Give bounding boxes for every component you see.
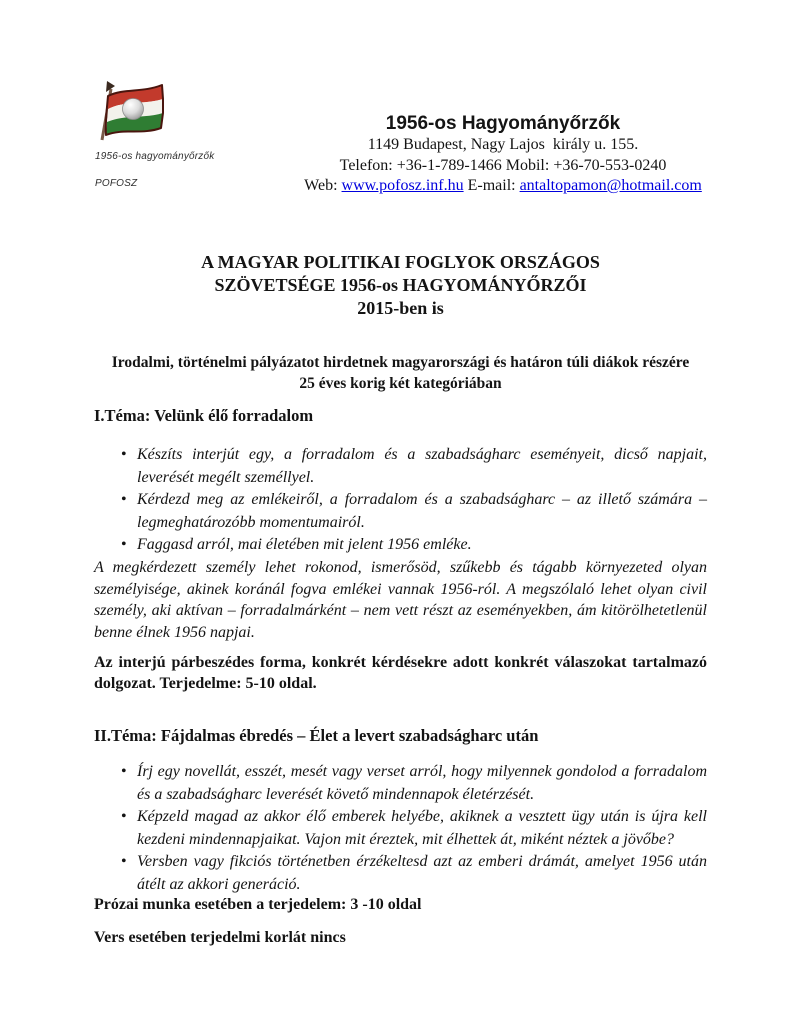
title-line-1: A MAGYAR POLITIKAI FOGLYOK ORSZÁGOS	[201, 252, 600, 272]
section-1-note: Az interjú párbeszédes forma, konkrét kérdésekre adott konkrét válaszokat tartalmazó dolgozat. Terjedelme: 5-10 oldal.	[94, 654, 707, 692]
list-item: • Képzeld magad az akkor élő emberek helyébe, akiknek a vesztett ügy után is újra kell kezdeni mindennapjaikat. Vajon mit éreztek, mit élhettek át, miként néztek a jövőbe?	[94, 806, 707, 851]
website-link[interactable]: www.pofosz.inf.hu	[341, 177, 464, 194]
section-2-bullet-list	[94, 761, 707, 896]
title-line-3: 2015-ben is	[357, 298, 444, 318]
hungarian-flag-icon	[94, 76, 170, 152]
list-item: • Faggasd arról, mai életében mit jelent 1956 emléke.	[94, 534, 707, 557]
title-line-2: SZÖVETSÉGE 1956-os HAGYOMÁNYŐRZŐI	[214, 275, 587, 295]
document-title	[94, 251, 707, 320]
logo-caption: 1956-os hagyományőrzők	[95, 151, 215, 162]
web-email-line	[298, 176, 708, 197]
list-item: • Versben vagy fikciós történetben érzékeltesd azt az emberi drámát, amelyet 1956 után átélt az akkori generáció.	[94, 851, 707, 896]
prose-length-note: Prózai munka esetében a terjedelem: 3 -10 oldal	[94, 896, 422, 913]
organization-name: 1956-os Hagyományőrzők	[385, 113, 621, 134]
list-item: • Írj egy novellát, esszét, mesét vagy verset arról, hogy milyennek gondolod a forradalom és a szabadságharc leverését követő mindennapok életérzését.	[94, 761, 707, 806]
document-subtitle	[94, 352, 707, 394]
email-label: E-mail:	[463, 177, 520, 194]
section-1-heading: I.Téma: Velünk élő forradalom	[94, 406, 314, 425]
verse-length-note: Vers esetében terjedelmi korlát nincs	[94, 929, 346, 946]
web-label: Web:	[304, 177, 342, 194]
section-1-bullet-list	[94, 444, 707, 557]
email-link[interactable]: antaltopamon@hotmail.com	[519, 177, 702, 194]
list-item: • Készíts interjút egy, a forradalom és a szabadságharc eseményeit, dicső napjait, leverését megélt személlyel.	[94, 444, 707, 489]
address-line: 1149 Budapest, Nagy Lajos király u. 155.	[367, 136, 639, 153]
logo-caption-pofosz: POFOSZ	[95, 178, 138, 189]
subtitle-line-1: Irodalmi, történelmi pályázatot hirdetnek magyarországi és határon túli diákok részére	[111, 354, 690, 371]
list-item: • Kérdezd meg az emlékeiről, a forradalom és a szabadságharc – az illető számára – legmeghatározóbb momentumairól.	[94, 489, 707, 534]
phone-line: Telefon: +36-1-789-1466 Mobil: +36-70-553-0240	[339, 156, 667, 174]
subtitle-line-2: 25 éves korig két kategóriában	[299, 375, 502, 392]
section-1-paragraph: A megkérdezett személy lehet rokonod, ismerősöd, szűkebb és tágabb környezeted olyan személyisége, akinek koránál fogva emlékei vannak 1956-ról. A megszólaló lehet olyan civil személy, aki aktívan – forradalmárként – nem vett részt az eseményekben, ám kitörölhetetlenül benne élnek 1956 napjai.	[94, 559, 707, 641]
letterhead-contact-block	[298, 112, 708, 197]
section-2-heading: II.Téma: Fájdalmas ébredés – Élet a levert szabadságharc után	[94, 726, 539, 745]
